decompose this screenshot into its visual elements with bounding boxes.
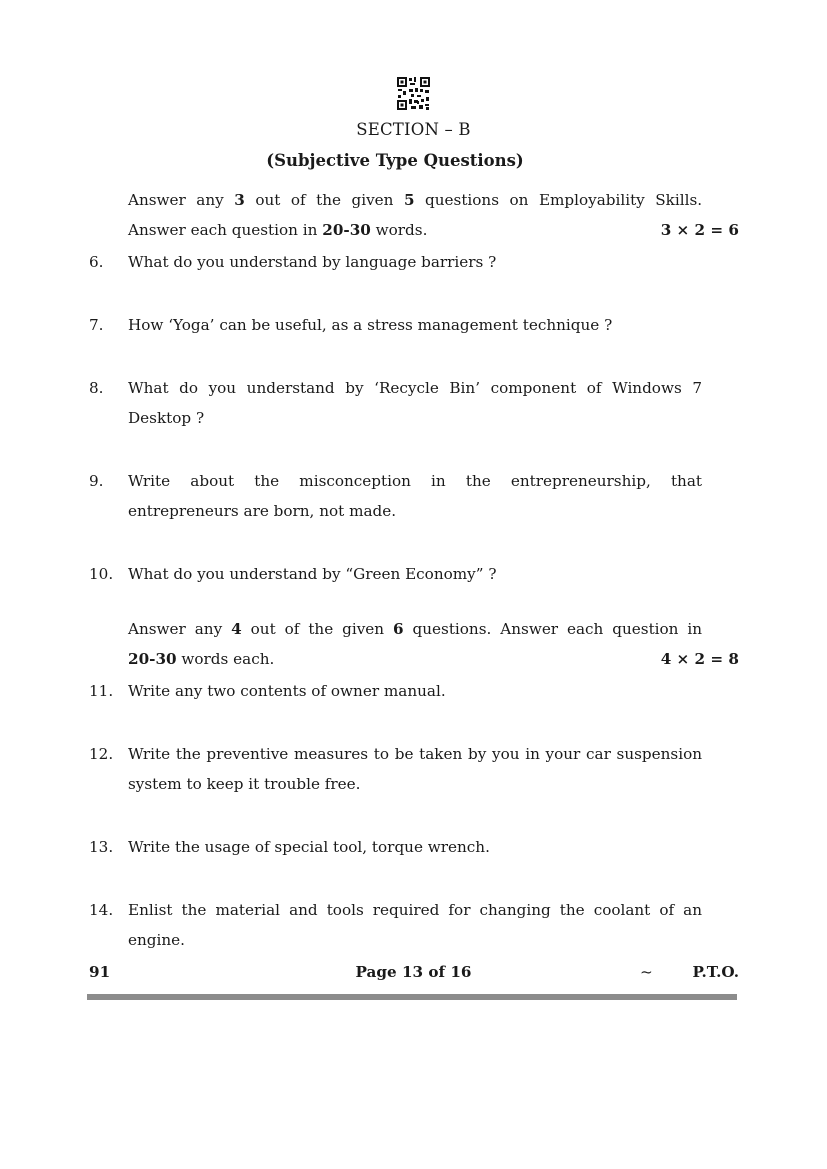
- question-text: Write the preventive measures to be taken by you in your car suspension system to keep it trouble free.: [128, 745, 702, 793]
- question-text: Enlist the material and tools required for changing the coolant of an engine.: [128, 901, 702, 949]
- question-text: Write the usage of special tool, torque wrench.: [128, 838, 490, 856]
- question-number: 11.: [89, 682, 114, 700]
- instructions-part2-line2: 20-30 words each.: [128, 650, 275, 668]
- question-text: Write any two contents of owner manual.: [128, 682, 446, 700]
- page-number: Page 13 of 16: [355, 963, 472, 981]
- tilde-mark: ~: [640, 963, 653, 981]
- question-number: 7.: [89, 316, 104, 334]
- question-number: 13.: [89, 838, 114, 856]
- question-text: Write about the misconception in the entrepreneurship, that entrepreneurs are born, not made.: [128, 472, 702, 520]
- section-title: SECTION – B: [356, 120, 471, 139]
- question-text: How ‘Yoga’ can be useful, as a stress management technique ?: [128, 316, 613, 334]
- instructions-part2-line1: Answer any 4 out of the given 6 questions. Answer each question in: [128, 620, 703, 638]
- pto-label: P.T.O.: [692, 963, 739, 981]
- question-text: What do you understand by “Green Economy” ?: [128, 565, 497, 583]
- paper-code: 91: [89, 963, 111, 981]
- question-text: What do you understand by language barriers ?: [128, 253, 497, 271]
- instructions-part1-line2: Answer each question in 20-30 words.: [128, 221, 428, 239]
- question-number: 9.: [89, 472, 104, 490]
- footer-divider: [87, 994, 737, 1000]
- question-text: What do you understand by ‘Recycle Bin’ component of Windows 7 Desktop ?: [128, 379, 702, 427]
- question-number: 6.: [89, 253, 104, 271]
- marks-part2: 4 × 2 = 8: [660, 650, 739, 668]
- question-number: 14.: [89, 901, 114, 919]
- section-subtitle: (Subjective Type Questions): [266, 151, 524, 170]
- instructions-part1-line1: Answer any 3 out of the given 5 questions on Employability Skills.: [128, 191, 703, 209]
- question-number: 10.: [89, 565, 114, 583]
- question-number: 8.: [89, 379, 104, 397]
- marks-part1: 3 × 2 = 6: [660, 221, 739, 239]
- question-number: 12.: [89, 745, 114, 763]
- qr-code-icon: [397, 77, 430, 110]
